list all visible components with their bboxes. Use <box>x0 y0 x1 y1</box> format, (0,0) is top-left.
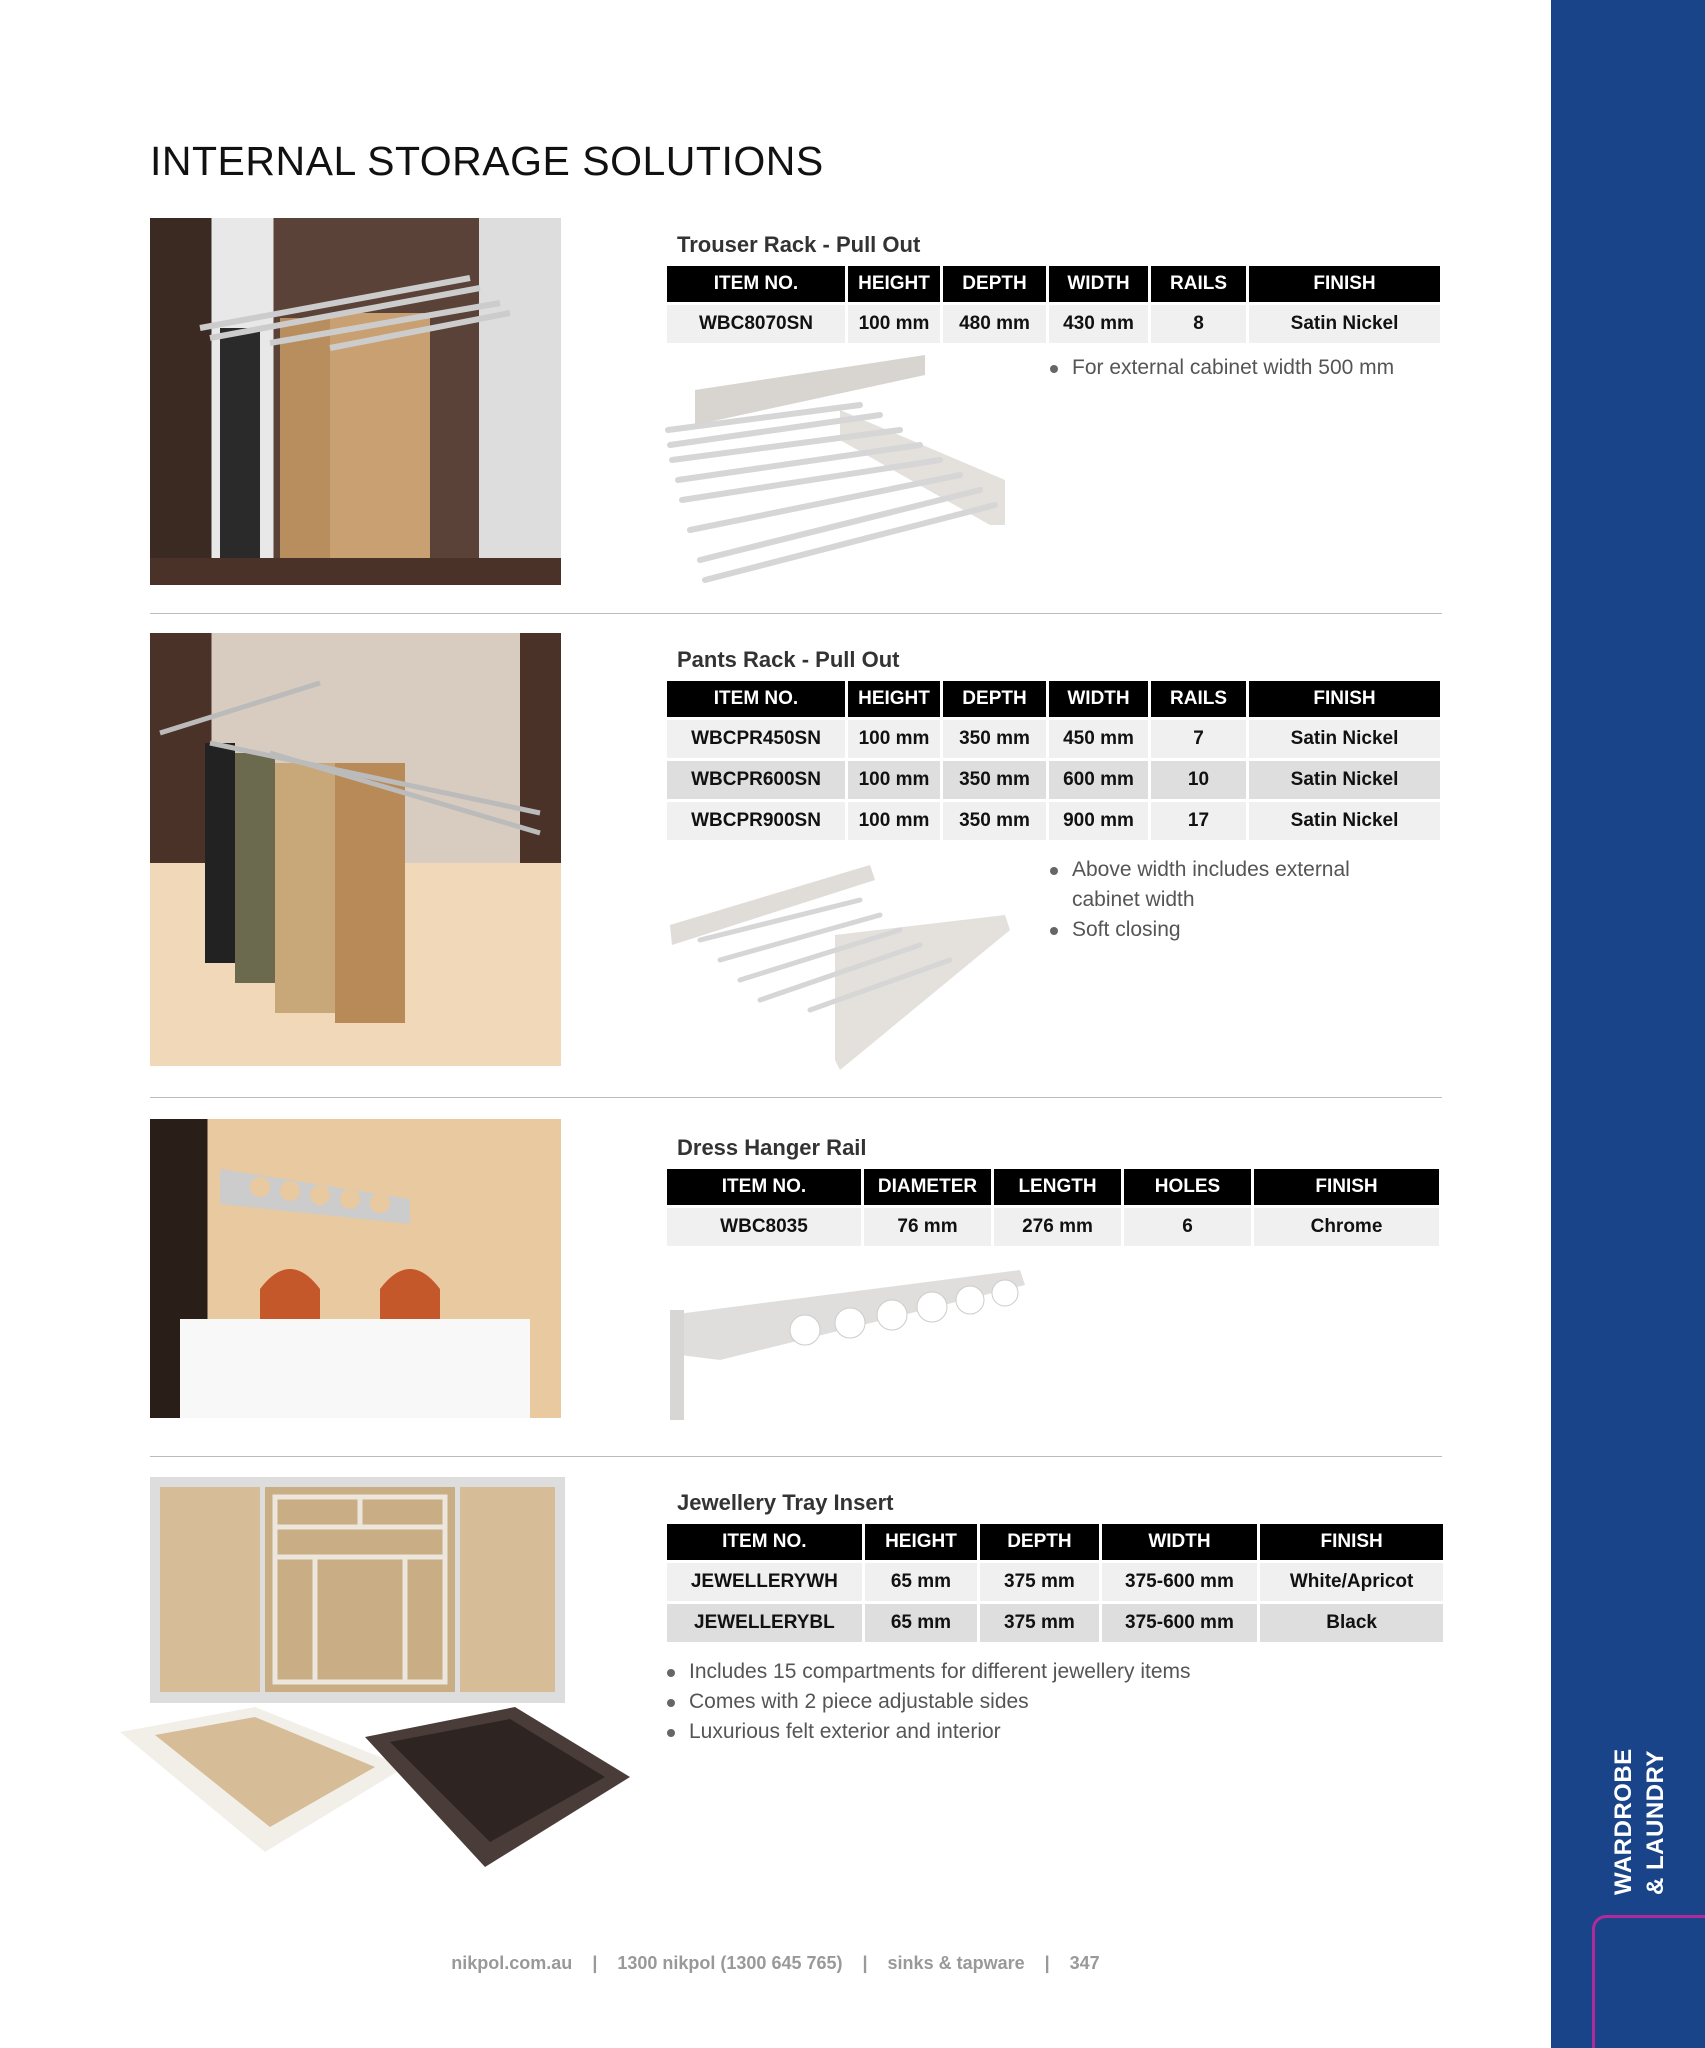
page-title: INTERNAL STORAGE SOLUTIONS <box>150 138 824 184</box>
feature-item: Luxurious felt exterior and interior <box>665 1717 1365 1747</box>
table-row <box>667 802 1440 840</box>
feature-list <box>1048 855 1408 945</box>
dress-hanger-product-image <box>660 1265 1030 1425</box>
feature-item: For external cabinet width 500 mm <box>1048 353 1448 383</box>
col-header: DIAMETER <box>864 1169 991 1205</box>
cell: Satin Nickel <box>1249 802 1440 840</box>
col-header: HEIGHT <box>848 266 940 302</box>
cell: 480 mm <box>943 305 1046 343</box>
trouser-rack-photo <box>150 218 561 585</box>
col-header: LENGTH <box>994 1169 1121 1205</box>
section-label-line2: & LAUNDRY <box>1642 1750 1669 1895</box>
feature-list <box>665 1657 1365 1747</box>
col-header: WIDTH <box>1049 266 1148 302</box>
pants-rack-product-image <box>660 860 1020 1080</box>
col-header: FINISH <box>1249 681 1440 717</box>
col-header: ITEM NO. <box>667 1524 862 1560</box>
spec-table-dress-hanger <box>664 1166 1442 1249</box>
spec-table-trouser-rack <box>664 263 1443 346</box>
cell: White/Apricot <box>1260 1563 1443 1601</box>
section-divider <box>150 1097 1442 1098</box>
table-row <box>667 1563 1443 1601</box>
feature-item: Above width includes external cabinet width <box>1048 855 1408 915</box>
cell: 375 mm <box>980 1563 1098 1601</box>
cell: 430 mm <box>1049 305 1148 343</box>
col-header: FINISH <box>1249 266 1440 302</box>
footer-separator: | <box>1044 1953 1050 1973</box>
cell: 10 <box>1151 761 1246 799</box>
cell: 6 <box>1124 1208 1251 1246</box>
col-header: HOLES <box>1124 1169 1251 1205</box>
cell: 350 mm <box>943 761 1046 799</box>
footer-section: sinks & tapware <box>887 1953 1025 1973</box>
cell: WBC8070SN <box>667 305 845 343</box>
page-footer <box>0 1953 1551 1974</box>
cell: Chrome <box>1254 1208 1439 1246</box>
feature-item: Soft closing <box>1048 915 1408 945</box>
cell: 375 mm <box>980 1604 1098 1642</box>
col-header: DEPTH <box>943 681 1046 717</box>
dress-hanger-photo <box>150 1119 561 1418</box>
col-header: DEPTH <box>980 1524 1098 1560</box>
cell: JEWELLERYBL <box>667 1604 862 1642</box>
table-row <box>667 305 1440 343</box>
cell: 100 mm <box>848 305 940 343</box>
spec-table-pants-rack <box>664 678 1443 843</box>
col-header: ITEM NO. <box>667 266 845 302</box>
cell: Satin Nickel <box>1249 761 1440 799</box>
section-divider <box>150 1456 1442 1457</box>
product-title: Trouser Rack - Pull Out <box>677 232 921 257</box>
cell: 350 mm <box>943 802 1046 840</box>
table-row <box>667 761 1440 799</box>
cell: 76 mm <box>864 1208 991 1246</box>
col-header: ITEM NO. <box>667 1169 861 1205</box>
feature-item: Comes with 2 piece adjustable sides <box>665 1687 1365 1717</box>
section-label <box>1610 1748 1680 1895</box>
footer-phone: 1300 nikpol (1300 645 765) <box>617 1953 843 1973</box>
table-row <box>667 1604 1443 1642</box>
pants-rack-photo <box>150 633 561 1066</box>
table-row <box>667 1208 1439 1246</box>
cell: 65 mm <box>865 1563 977 1601</box>
product-title: Pants Rack - Pull Out <box>677 647 900 672</box>
col-header: RAILS <box>1151 681 1246 717</box>
cell: 375-600 mm <box>1102 1604 1258 1642</box>
footer-separator: | <box>592 1953 598 1973</box>
footer-separator: | <box>862 1953 868 1973</box>
spec-table-jewellery-tray <box>664 1521 1446 1645</box>
cell: WBC8035 <box>667 1208 861 1246</box>
cell: Satin Nickel <box>1249 305 1440 343</box>
cell: 8 <box>1151 305 1246 343</box>
footer-website: nikpol.com.au <box>451 1953 573 1973</box>
col-header: FINISH <box>1254 1169 1439 1205</box>
section-divider <box>150 613 1442 614</box>
cell: 100 mm <box>848 761 940 799</box>
col-header: HEIGHT <box>865 1524 977 1560</box>
cell: 65 mm <box>865 1604 977 1642</box>
cell: Satin Nickel <box>1249 720 1440 758</box>
cell: 375-600 mm <box>1102 1563 1258 1601</box>
cell: 350 mm <box>943 720 1046 758</box>
section-sidebar <box>1551 0 1705 2048</box>
cell: 100 mm <box>848 802 940 840</box>
cell: 600 mm <box>1049 761 1148 799</box>
product-title: Jewellery Tray Insert <box>677 1490 894 1515</box>
cell: 276 mm <box>994 1208 1121 1246</box>
cell: WBCPR450SN <box>667 720 845 758</box>
col-header: FINISH <box>1260 1524 1443 1560</box>
cell: 900 mm <box>1049 802 1148 840</box>
cell: 17 <box>1151 802 1246 840</box>
col-header: WIDTH <box>1102 1524 1258 1560</box>
product-title: Dress Hanger Rail <box>677 1135 867 1160</box>
cell: 7 <box>1151 720 1246 758</box>
cell: Black <box>1260 1604 1443 1642</box>
section-label-line1: WARDROBE <box>1610 1748 1637 1895</box>
cell: WBCPR600SN <box>667 761 845 799</box>
col-header: WIDTH <box>1049 681 1148 717</box>
cell: JEWELLERYWH <box>667 1563 862 1601</box>
feature-item: Includes 15 compartments for different jewellery items <box>665 1657 1365 1687</box>
page-number: 347 <box>1069 1953 1100 1973</box>
cell: WBCPR900SN <box>667 802 845 840</box>
section-tab-outline <box>1592 1915 1705 2048</box>
table-row <box>667 720 1440 758</box>
col-header: DEPTH <box>943 266 1046 302</box>
trouser-rack-product-image <box>660 350 1020 595</box>
col-header: HEIGHT <box>848 681 940 717</box>
col-header: RAILS <box>1151 266 1246 302</box>
jewellery-tray-photo <box>115 1477 635 1902</box>
col-header: ITEM NO. <box>667 681 845 717</box>
feature-list <box>1048 353 1448 383</box>
cell: 450 mm <box>1049 720 1148 758</box>
cell: 100 mm <box>848 720 940 758</box>
